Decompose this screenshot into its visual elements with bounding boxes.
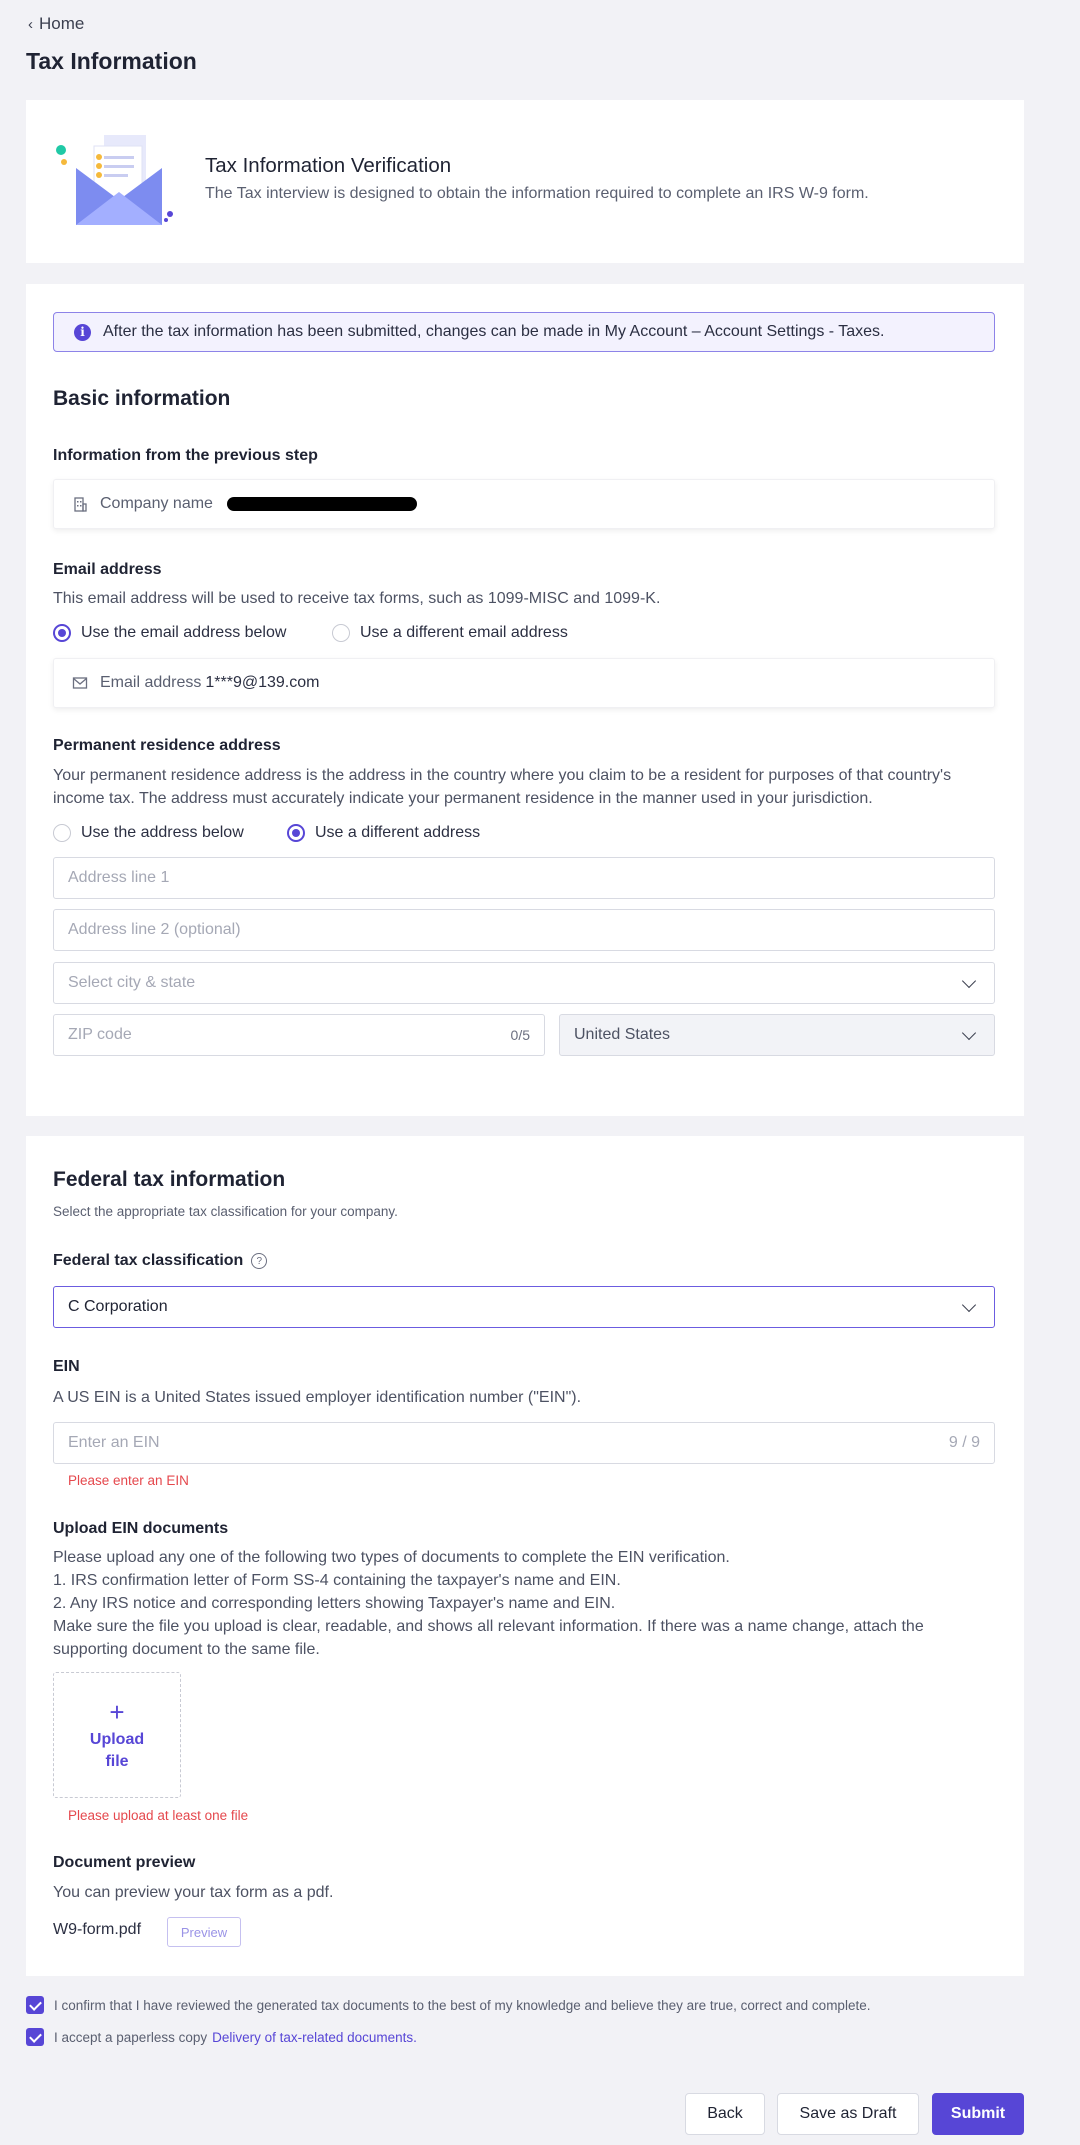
info-icon: i — [74, 324, 91, 341]
address-option-below-radio[interactable] — [53, 824, 71, 842]
email-field-label: Email address — [100, 674, 202, 691]
city-state-select[interactable] — [53, 962, 995, 1004]
verification-title: Tax Information Verification — [205, 154, 452, 177]
info-notice-text: After the tax information has been submitted, changes can be made in My Account – Account Settings - Taxes. — [103, 323, 885, 340]
email-display-field — [53, 658, 995, 708]
address-option-different-label: Use a different address — [315, 824, 481, 841]
zip-code-placeholder: ZIP code — [68, 1026, 132, 1043]
email-field-value: 1***9@139.com — [205, 674, 320, 691]
address-option-below-label: Use the address below — [81, 824, 244, 841]
ein-counter: 9 / 9 — [948, 1434, 980, 1451]
mail-icon — [72, 676, 88, 690]
email-label: Email address — [53, 561, 162, 578]
paperless-checkbox[interactable] — [26, 2028, 44, 2046]
save-draft-button[interactable]: Save as Draft — [777, 2093, 919, 2135]
city-state-placeholder: Select city & state — [68, 974, 196, 991]
email-option-different-radio[interactable] — [332, 624, 350, 642]
upload-line-1: Please upload any one of the following two types of documents to complete the EIN verification. — [53, 1549, 730, 1566]
verification-card — [26, 100, 1024, 263]
envelope-illustration-icon — [54, 130, 178, 235]
address-line-2-input[interactable] — [53, 909, 995, 951]
country-value: United States — [574, 1026, 671, 1043]
classification-label — [53, 1252, 267, 1270]
confirm-consent[interactable] — [26, 1996, 870, 2014]
email-desc: This email address will be used to receive tax forms, such as 1099-MISC and 1099-K. — [53, 590, 661, 607]
back-button[interactable]: Back — [685, 2093, 765, 2135]
ein-input[interactable] — [53, 1422, 995, 1464]
building-icon — [72, 496, 88, 512]
submit-button[interactable]: Submit — [932, 2093, 1024, 2135]
classification-label-text: Federal tax classification — [53, 1252, 244, 1269]
company-name-label: Company name — [100, 495, 213, 512]
verification-subtitle: The Tax interview is designed to obtain the information required to complete an IRS W-9 form. — [205, 185, 869, 202]
paperless-delivery-link[interactable]: Delivery of tax-related documents. — [212, 2029, 417, 2045]
email-option-default-label: Use the email address below — [81, 624, 287, 641]
confirm-checkbox[interactable] — [26, 1996, 44, 2014]
upload-button-line-1: Upload — [89, 1731, 145, 1748]
country-select[interactable] — [559, 1014, 995, 1056]
zip-code-counter: 0/5 — [510, 1027, 530, 1043]
prev-step-label: Information from the previous step — [53, 447, 318, 464]
chevron-down-icon — [962, 1025, 976, 1039]
paperless-consent-text: I accept a paperless copy — [54, 2029, 208, 2045]
email-option-default[interactable] — [53, 624, 286, 642]
residence-desc-line-1: Your permanent residence address is the address in the country where you claim to be a resident for purposes of that country's — [53, 767, 952, 784]
upload-line-3: 2. Any IRS notice and corresponding letters showing Taxpayer's name and EIN. — [53, 1595, 616, 1612]
basic-info-heading: Basic information — [53, 387, 231, 410]
federal-heading: Federal tax information — [53, 1168, 286, 1191]
plus-icon: + — [109, 1697, 125, 1727]
preview-button[interactable]: Preview — [167, 1917, 241, 1947]
basic-information-card — [26, 284, 1024, 1116]
upload-line-5: supporting document to the same file. — [53, 1641, 320, 1658]
company-name-field — [53, 479, 995, 529]
zip-code-input[interactable] — [53, 1014, 545, 1056]
preview-desc: You can preview your tax form as a pdf. — [53, 1884, 334, 1901]
upload-line-4: Make sure the file you upload is clear, readable, and shows all relevant information. If there was a name change, attach the — [53, 1618, 924, 1635]
help-icon[interactable]: ? — [251, 1253, 267, 1269]
federal-desc: Select the appropriate tax classification for your company. — [53, 1204, 398, 1219]
preview-file-name: W9-form.pdf — [53, 1921, 142, 1938]
info-notice — [53, 312, 995, 352]
confirm-consent-text: I confirm that I have reviewed the generated tax documents to the best of my knowledge and believe they are true, correct and complete. — [54, 1997, 871, 2013]
paperless-consent[interactable] — [26, 2028, 417, 2046]
back-home-link[interactable] — [28, 14, 84, 34]
upload-label: Upload EIN documents — [53, 1520, 229, 1537]
upload-button-line-2: file — [105, 1753, 129, 1770]
ein-error: Please enter an EIN — [68, 1473, 189, 1488]
address-option-below[interactable] — [53, 824, 244, 842]
back-home-label: Home — [39, 14, 85, 33]
upload-line-2: 1. IRS confirmation letter of Form SS-4 containing the taxpayer's name and EIN. — [53, 1572, 621, 1589]
classification-select[interactable] — [53, 1286, 995, 1328]
ein-desc: A US EIN is a United States issued employer identification number ("EIN"). — [53, 1389, 582, 1406]
address-option-different[interactable] — [287, 824, 480, 842]
upload-error: Please upload at least one file — [68, 1808, 249, 1823]
address-line-1-placeholder: Address line 1 — [68, 869, 170, 886]
address-line-1-input[interactable] — [53, 857, 995, 899]
ein-placeholder: Enter an EIN — [68, 1434, 160, 1451]
chevron-left-icon: ‹ — [28, 15, 33, 33]
classification-value: C Corporation — [68, 1298, 168, 1315]
page-title: Tax Information — [26, 48, 197, 74]
email-option-default-radio[interactable] — [53, 624, 71, 642]
federal-tax-card — [26, 1136, 1024, 1976]
email-option-different-label: Use a different email address — [360, 624, 568, 641]
company-name-redaction — [227, 497, 417, 511]
chevron-down-icon — [962, 973, 976, 987]
ein-label: EIN — [53, 1358, 80, 1375]
email-option-different[interactable] — [332, 624, 568, 642]
address-line-2-placeholder: Address line 2 (optional) — [68, 921, 241, 938]
residence-label: Permanent residence address — [53, 737, 281, 754]
upload-file-button[interactable] — [53, 1672, 181, 1798]
residence-desc-line-2: income tax. The address must accurately indicate your permanent residence in the manner used in your jurisdiction. — [53, 790, 873, 807]
address-option-different-radio[interactable] — [287, 824, 305, 842]
preview-label: Document preview — [53, 1854, 196, 1871]
chevron-down-icon — [962, 1297, 976, 1311]
